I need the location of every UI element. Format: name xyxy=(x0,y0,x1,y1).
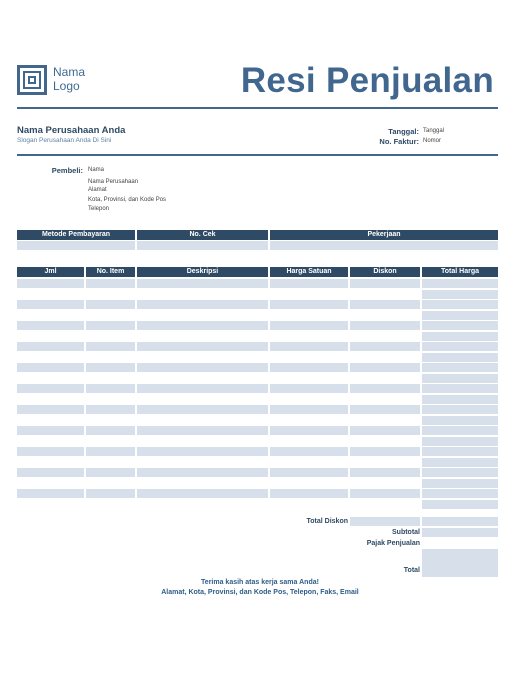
item-cell[interactable] xyxy=(270,332,348,341)
subtotal-label: Subtotal xyxy=(392,529,420,536)
item-cell[interactable] xyxy=(270,500,348,509)
item-cell[interactable] xyxy=(17,437,84,446)
item-cell[interactable] xyxy=(422,489,498,498)
item-cell[interactable] xyxy=(350,437,420,446)
item-cell[interactable] xyxy=(422,447,498,456)
item-cell[interactable] xyxy=(270,290,348,299)
item-cell[interactable] xyxy=(270,426,348,435)
item-cell[interactable] xyxy=(86,300,135,309)
invoice-label: No. Faktur: xyxy=(379,137,419,146)
item-cell[interactable] xyxy=(422,405,498,414)
date-value: Tanggal xyxy=(423,128,445,134)
item-cell[interactable] xyxy=(350,500,420,509)
item-cell[interactable] xyxy=(350,311,420,320)
unit-price-header: Harga Satuan xyxy=(270,267,348,277)
subtotal-cell[interactable] xyxy=(422,528,498,537)
item-cell[interactable] xyxy=(86,374,135,383)
item-cell[interactable] xyxy=(86,290,135,299)
item-cell[interactable] xyxy=(350,321,420,330)
item-cell[interactable] xyxy=(86,500,135,509)
item-cell[interactable] xyxy=(86,447,135,456)
company-slogan: Slogan Perusahaan Anda Di Sini xyxy=(17,137,112,144)
item-cell[interactable] xyxy=(270,437,348,446)
item-cell[interactable] xyxy=(350,489,420,498)
logo-icon xyxy=(17,65,47,95)
item-cell[interactable] xyxy=(137,279,268,288)
item-cell[interactable] xyxy=(17,374,84,383)
item-cell[interactable] xyxy=(86,279,135,288)
item-cell[interactable] xyxy=(270,489,348,498)
item-cell[interactable] xyxy=(17,479,84,488)
item-cell[interactable] xyxy=(422,437,498,446)
item-cell[interactable] xyxy=(17,405,84,414)
item-cell[interactable] xyxy=(270,416,348,425)
discount-total-label: Total Diskon xyxy=(306,518,348,525)
item-cell[interactable] xyxy=(350,279,420,288)
item-cell[interactable] xyxy=(86,395,135,404)
item-cell[interactable] xyxy=(350,395,420,404)
header-divider xyxy=(17,107,498,109)
item-cell[interactable] xyxy=(137,489,268,498)
job-header: Pekerjaan xyxy=(270,230,498,240)
item-cell[interactable] xyxy=(350,300,420,309)
item-cell[interactable] xyxy=(137,321,268,330)
grand-total-cell[interactable] xyxy=(422,566,498,577)
item-cell[interactable] xyxy=(422,416,498,425)
line-total-header: Total Harga xyxy=(422,267,498,277)
item-cell[interactable] xyxy=(350,374,420,383)
item-cell[interactable] xyxy=(137,468,268,477)
item-cell[interactable] xyxy=(350,342,420,351)
item-cell[interactable] xyxy=(270,300,348,309)
item-cell[interactable] xyxy=(17,416,84,425)
item-cell[interactable] xyxy=(270,384,348,393)
item-cell[interactable] xyxy=(17,279,84,288)
invoice-value: Nomor xyxy=(423,138,442,144)
item-cell[interactable] xyxy=(17,468,84,477)
item-cell[interactable] xyxy=(137,353,268,362)
item-cell[interactable] xyxy=(137,332,268,341)
item-no-header: No. Item xyxy=(86,267,135,277)
item-cell[interactable] xyxy=(422,363,498,372)
item-cell[interactable] xyxy=(350,384,420,393)
item-cell[interactable] xyxy=(86,332,135,341)
item-cell[interactable] xyxy=(86,353,135,362)
item-cell[interactable] xyxy=(270,363,348,372)
item-cell[interactable] xyxy=(350,479,420,488)
item-cell[interactable] xyxy=(350,468,420,477)
footer-contact: Alamat, Kota, Provinsi, dan Kode Pos, Telepon, Faks, Email xyxy=(161,589,359,596)
item-cell[interactable] xyxy=(422,479,498,488)
company-divider xyxy=(17,154,498,156)
item-cell[interactable] xyxy=(17,489,84,498)
item-cell[interactable] xyxy=(17,426,84,435)
item-cell[interactable] xyxy=(137,300,268,309)
check-number-cell[interactable] xyxy=(137,241,268,250)
logo-line-2: Logo xyxy=(53,79,80,93)
item-cell[interactable] xyxy=(137,342,268,351)
item-cell[interactable] xyxy=(350,458,420,467)
item-cell[interactable] xyxy=(422,384,498,393)
item-cell[interactable] xyxy=(17,447,84,456)
company-name: Nama Perusahaan Anda xyxy=(17,125,126,136)
item-cell[interactable] xyxy=(17,384,84,393)
item-cell[interactable] xyxy=(422,353,498,362)
item-cell[interactable] xyxy=(86,416,135,425)
item-cell[interactable] xyxy=(270,395,348,404)
buyer-name: Nama xyxy=(88,167,105,173)
item-cell[interactable] xyxy=(350,332,420,341)
item-cell[interactable] xyxy=(17,395,84,404)
item-cell[interactable] xyxy=(137,426,268,435)
item-cell[interactable] xyxy=(270,353,348,362)
item-cell[interactable] xyxy=(270,279,348,288)
item-cell[interactable] xyxy=(350,405,420,414)
item-cell[interactable] xyxy=(270,405,348,414)
check-number-header: No. Cek xyxy=(137,230,268,240)
item-cell[interactable] xyxy=(17,353,84,362)
discount-total-cell[interactable] xyxy=(350,517,420,526)
item-cell[interactable] xyxy=(270,342,348,351)
item-cell[interactable] xyxy=(86,437,135,446)
item-cell[interactable] xyxy=(137,458,268,467)
item-cell[interactable] xyxy=(137,374,268,383)
job-cell[interactable] xyxy=(270,241,498,250)
item-cell[interactable] xyxy=(137,395,268,404)
item-cell[interactable] xyxy=(422,300,498,309)
buyer-phone: Telepon xyxy=(88,206,110,212)
item-cell[interactable] xyxy=(270,447,348,456)
item-cell[interactable] xyxy=(17,321,84,330)
item-cell[interactable] xyxy=(86,405,135,414)
item-cell[interactable] xyxy=(137,500,268,509)
item-cell[interactable] xyxy=(137,290,268,299)
sales-tax-cell[interactable] xyxy=(422,549,498,567)
qty-header: Jml xyxy=(17,267,84,277)
item-cell[interactable] xyxy=(137,416,268,425)
date-label: Tanggal: xyxy=(388,127,419,136)
discount-header: Diskon xyxy=(350,267,420,277)
item-cell[interactable] xyxy=(137,447,268,456)
item-cell[interactable] xyxy=(17,458,84,467)
item-cell[interactable] xyxy=(137,405,268,414)
item-cell[interactable] xyxy=(86,458,135,467)
item-cell[interactable] xyxy=(86,384,135,393)
item-cell[interactable] xyxy=(17,311,84,320)
item-cell[interactable] xyxy=(137,479,268,488)
item-cell[interactable] xyxy=(422,279,498,288)
item-cell[interactable] xyxy=(422,311,498,320)
item-cell[interactable] xyxy=(270,311,348,320)
buyer-company: Nama Perusahaan xyxy=(88,179,139,185)
item-cell[interactable] xyxy=(422,426,498,435)
discount-total-cell-2[interactable] xyxy=(422,517,498,526)
item-cell[interactable] xyxy=(86,311,135,320)
item-cell[interactable] xyxy=(270,458,348,467)
item-cell[interactable] xyxy=(422,395,498,404)
item-cell[interactable] xyxy=(350,353,420,362)
buyer-city: Kota, Provinsi, dan Kode Pos xyxy=(88,197,167,203)
logo-line-1: Nama xyxy=(53,65,86,79)
item-cell[interactable] xyxy=(270,374,348,383)
buyer-label: Pembeli: xyxy=(51,166,83,175)
item-cell[interactable] xyxy=(422,500,498,509)
item-cell[interactable] xyxy=(137,311,268,320)
grand-total-label: Total xyxy=(403,567,420,574)
item-cell[interactable] xyxy=(86,363,135,372)
item-cell[interactable] xyxy=(350,416,420,425)
item-cell[interactable] xyxy=(422,332,498,341)
item-cell[interactable] xyxy=(137,384,268,393)
item-cell[interactable] xyxy=(86,426,135,435)
item-cell[interactable] xyxy=(422,374,498,383)
item-cell[interactable] xyxy=(86,468,135,477)
item-cell[interactable] xyxy=(137,363,268,372)
item-cell[interactable] xyxy=(350,363,420,372)
logo-text xyxy=(53,65,85,93)
item-cell[interactable] xyxy=(270,321,348,330)
item-cell[interactable] xyxy=(350,290,420,299)
item-cell[interactable] xyxy=(17,290,84,299)
item-cell[interactable] xyxy=(270,468,348,477)
buyer-address: Alamat xyxy=(88,187,107,193)
sales-tax-label: Pajak Penjualan xyxy=(366,540,420,547)
item-cell[interactable] xyxy=(86,321,135,330)
item-cell[interactable] xyxy=(86,479,135,488)
item-cell[interactable] xyxy=(17,500,84,509)
item-cell[interactable] xyxy=(350,426,420,435)
item-cell[interactable] xyxy=(270,479,348,488)
item-cell[interactable] xyxy=(17,363,84,372)
item-cell[interactable] xyxy=(86,489,135,498)
item-cell[interactable] xyxy=(422,321,498,330)
item-cell[interactable] xyxy=(17,300,84,309)
item-cell[interactable] xyxy=(17,332,84,341)
item-cell[interactable] xyxy=(86,342,135,351)
payment-method-header: Metode Pembayaran xyxy=(17,230,135,240)
item-cell[interactable] xyxy=(422,342,498,351)
item-cell[interactable] xyxy=(17,342,84,351)
item-cell[interactable] xyxy=(422,458,498,467)
description-header: Deskripsi xyxy=(137,267,268,277)
item-cell[interactable] xyxy=(137,437,268,446)
item-cell[interactable] xyxy=(350,447,420,456)
page-title: Resi Penjualan xyxy=(240,61,494,100)
payment-method-cell[interactable] xyxy=(17,241,135,250)
item-cell[interactable] xyxy=(422,290,498,299)
thank-you-message: Terima kasih atas kerja sama Anda! xyxy=(201,579,319,586)
item-cell[interactable] xyxy=(422,468,498,477)
